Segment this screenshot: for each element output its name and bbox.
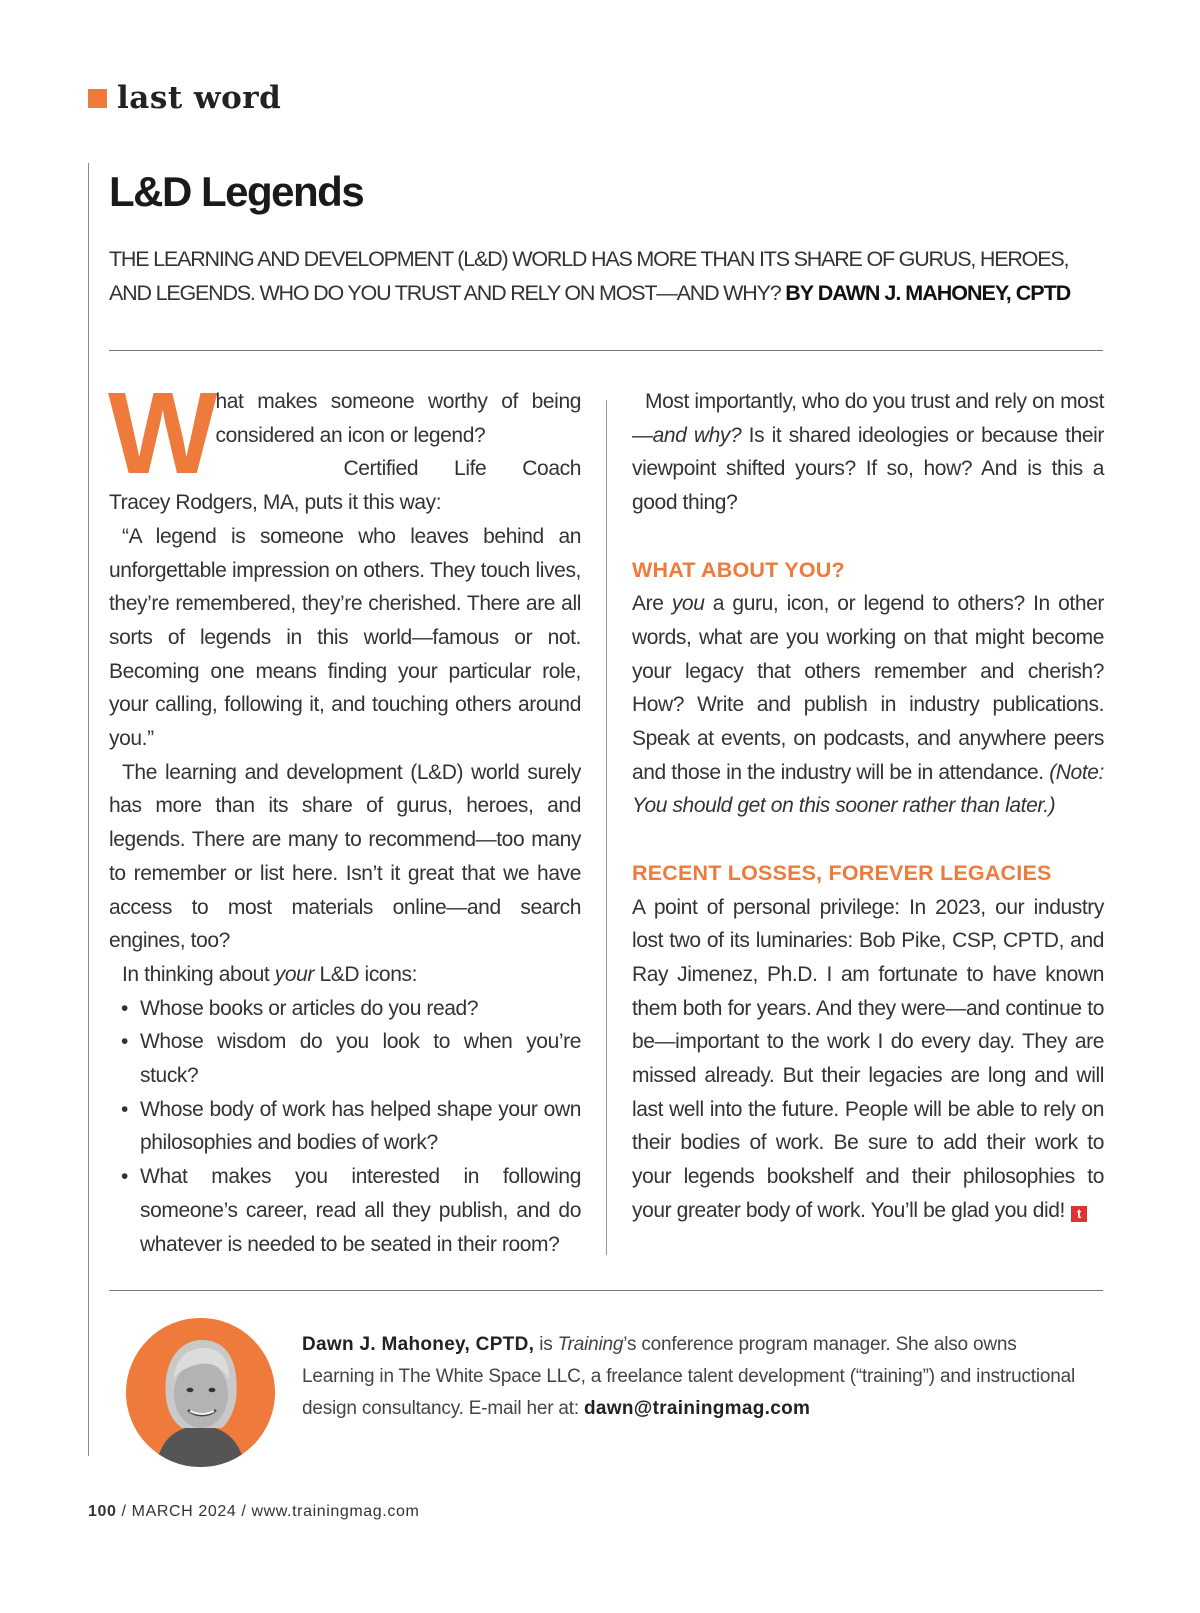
list-item [109,1093,581,1160]
left-margin-rule [88,163,89,1456]
bio-divider [109,1290,1103,1291]
thinking-post: L&D icons: [314,962,418,986]
about-em: you [671,592,705,616]
article-title: L&D Legends [109,168,364,215]
bullet-icon: • [121,1030,128,1054]
list-item-text: What makes you interested in following someone’s career, read all they publish, and do whatever is needed to be seated in their room? [140,1165,581,1256]
column-divider [606,400,607,1255]
spacer [632,520,1104,554]
page-footer [88,1503,419,1521]
author-avatar [126,1318,275,1467]
quote-paragraph: “A legend is someone who leaves behind an unforgettable impression on others. They touch lives, they’re remembered, they’re cherished. There are all sorts of legends in this world—famous or not. Becoming one means finding your particular role, your calling, following it, and touching others around you.” [109,524,581,751]
losses-text: A point of personal privilege: In 2023, our industry lost two of its luminaries: Bob Pike, CSP, CPTD, and Ray Jimenez, Ph.D. I am fortunate to have known them both for years. And they were—and continue to be—important to the work I do every day. They are missed already. But their legacies are long and will last well into the future. People will be able to rely on their bodies of work. Be sure to add their work to your legends bookshelf and their philosophies to your greater body of work. You’ll be glad you did! [632,895,1104,1222]
section-square-icon [88,89,107,108]
paragraph-about-you [632,587,1104,823]
trust-em: and why? [652,423,742,447]
list-item [109,992,581,1026]
bio-publication: Training [557,1334,624,1355]
spacer [632,823,1104,857]
bio-name: Dawn J. Mahoney, CPTD, [302,1334,535,1355]
trust-post: Is it shared ideologies or because their viewpoint shifted yours? If so, how? And is this a good thing? [632,423,1104,515]
paragraph-ld-world: The learning and development (L&D) world surely has more than its share of gurus, heroes, and legends. There are many to recommend—too many to remember or list here. Isn’t it great that we have access to most materials online—and search engines, too? [109,760,581,953]
list-item [109,1160,581,1261]
left-column [108,368,581,1261]
paragraph-losses [632,891,1104,1228]
about-note: (Note: You should get on this sooner rather than later.) [632,760,1104,818]
about-pre: Are [632,592,672,616]
page-number: 100 [88,1503,117,1520]
right-column [632,385,1104,1228]
author-portrait-icon [126,1318,275,1467]
paragraph-trust [632,385,1104,520]
thinking-em: your [274,962,315,986]
subhead-recent-losses: RECENT LOSSES, FOREVER LEGACIES [632,860,1052,885]
list-item-text: Whose books or articles do you read? [140,996,479,1020]
intro-text: hat makes someone worthy of being considered an icon or legend? [215,390,581,447]
bio-text-pre: is [534,1334,558,1355]
section-label: last word [117,80,282,116]
list-item-text: Whose body of work has helped shape your own philosophies and bodies of work? [140,1097,581,1155]
subhead-what-about-you: WHAT ABOUT YOU? [632,557,845,582]
dropcap: W [108,368,212,498]
list-item-text: Whose wisdom do you look to when you’re stuck? [140,1030,581,1088]
paragraph-thinking [109,958,581,992]
author-bio [302,1329,1092,1425]
trust-pre: Most importantly, who do you trust and rely on most— [632,390,1104,447]
bio-text-post: ’s conference program manager. She also owns Learning in The White Space LLC, a freelance talent development (“training”) and instructional design consultancy. E-mail her at: [302,1334,1075,1419]
bullet-icon: • [121,1097,128,1121]
bullet-icon: • [121,1165,128,1189]
end-mark-icon: t [1071,1206,1087,1222]
header-divider [109,350,1103,351]
question-list [109,992,581,1262]
bio-email-link[interactable]: dawn@trainingmag.com [584,1398,811,1419]
about-mid: a guru, icon, or legend to others? In other words, what are you working on that might become your legacy that others remember and cherish? How? Write and publish in industry publications. Speak at events, on podcasts, and anywhere peers and those in the industry will be in attendance. [632,592,1104,784]
byline: BY DAWN J. MAHONEY, CPTD [785,281,1071,305]
article-deck [109,242,1109,310]
thinking-pre: In thinking about [122,962,275,986]
deck-text: THE LEARNING AND DEVELOPMENT (L&D) WORLD HAS MORE THAN ITS SHARE OF GURUS, HEROES, AND LEGENDS. WHO DO YOU TRUST AND RELY ON MOST—AND WHY? [109,247,1069,305]
list-item [109,1025,581,1092]
footer-text: / MARCH 2024 / www.trainingmag.com [116,1503,420,1520]
bullet-icon: • [121,996,128,1020]
section-tag [88,80,281,116]
paragraph-rodgers: Certified Life Coach Tracey Rodgers, MA, puts it this way: [109,457,581,515]
